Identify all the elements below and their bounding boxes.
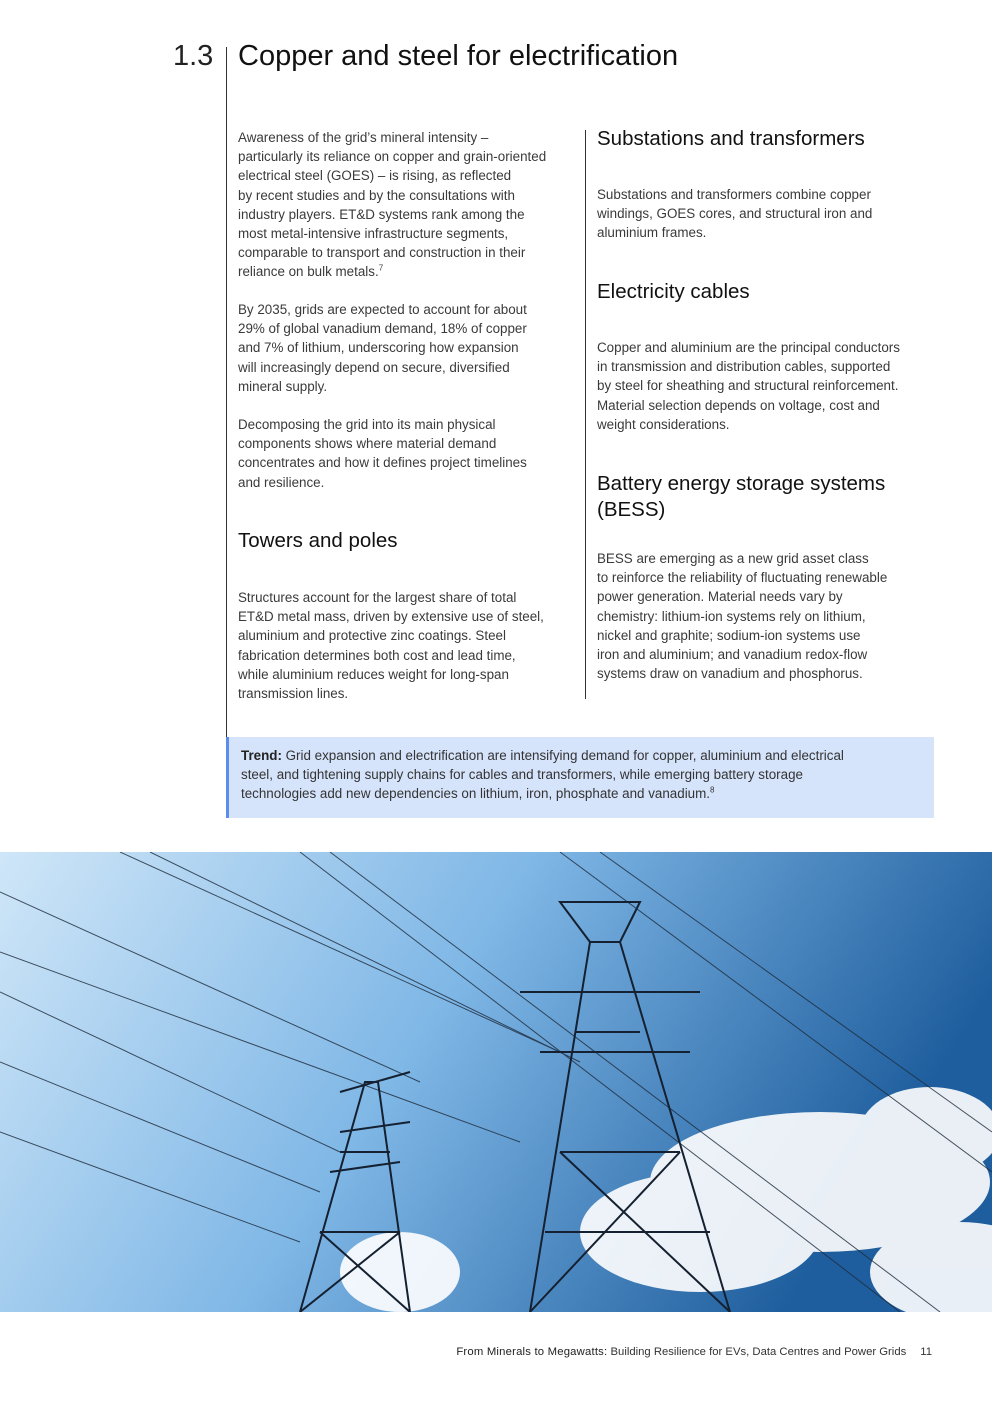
text-line-content: aluminium frames. bbox=[597, 225, 707, 241]
text-line-content: Material selection depends on voltage, cost and bbox=[597, 397, 880, 413]
text-line-content: aluminium and protective zinc coatings. Steel bbox=[238, 628, 506, 644]
text-line bbox=[238, 128, 546, 147]
text-line bbox=[597, 549, 887, 568]
decomposition-paragraph bbox=[238, 415, 527, 492]
text-line bbox=[597, 568, 887, 587]
demand-paragraph bbox=[238, 300, 527, 396]
footer-title: Building Resilience for EVs, Data Centres and Power Grids bbox=[607, 1346, 907, 1358]
text-line-content: components shows where material demand bbox=[238, 436, 497, 452]
text-line bbox=[238, 626, 544, 645]
page-footer bbox=[456, 1346, 932, 1358]
text-line bbox=[238, 453, 527, 472]
text-line bbox=[238, 262, 546, 281]
text-line bbox=[238, 300, 527, 319]
text-line-content: Decomposing the grid into its main physical bbox=[238, 417, 496, 432]
text-line-content: and 7% of lithium, underscoring how expansion bbox=[238, 340, 519, 356]
text-line bbox=[597, 645, 887, 664]
text-line bbox=[597, 415, 900, 434]
towers-paragraph bbox=[238, 588, 544, 703]
text-line-content: Substations and transformers combine copper bbox=[597, 187, 871, 202]
cables-heading: Electricity cables bbox=[597, 280, 750, 303]
text-line-content: fabrication determines both cost and lead time, bbox=[238, 647, 516, 663]
text-line-content: will increasingly depend on secure, diversified bbox=[238, 359, 510, 375]
bess-heading-line: Battery energy storage systems bbox=[597, 472, 886, 495]
footnote-ref: 8 bbox=[710, 785, 715, 795]
bess-paragraph bbox=[597, 549, 887, 683]
text-line-content: Structures account for the largest share of total bbox=[238, 590, 517, 605]
text-line-content: Copper and aluminium are the principal conductors bbox=[597, 340, 900, 355]
text-line bbox=[238, 415, 527, 434]
page-title: Copper and steel for electrification bbox=[238, 40, 679, 72]
footer-title-bold: From Minerals to Megawatts: bbox=[456, 1346, 608, 1358]
cables-paragraph bbox=[597, 338, 900, 434]
text-line-content: by recent studies and by the consultations with bbox=[238, 187, 515, 203]
text-line-content: BESS are emerging as a new grid asset class bbox=[597, 551, 869, 566]
text-line-content: and resilience. bbox=[238, 474, 325, 490]
text-line bbox=[597, 204, 872, 223]
text-line-content: while aluminium reduces weight for long-span bbox=[238, 666, 509, 682]
text-line-content: iron and aluminium; and vanadium redox-flow bbox=[597, 647, 868, 663]
text-line-content: to reinforce the reliability of fluctuating renewable bbox=[597, 570, 888, 586]
text-line-content: windings, GOES cores, and structural iron and bbox=[597, 206, 873, 222]
text-line-content: particularly its reliance on copper and grain-oriented bbox=[238, 149, 547, 165]
text-line bbox=[238, 434, 527, 453]
text-line bbox=[238, 186, 546, 205]
column-divider bbox=[585, 130, 586, 699]
text-line bbox=[597, 587, 887, 606]
text-line-content: chemistry: lithium-ion systems rely on lithium, bbox=[597, 608, 866, 624]
text-line bbox=[238, 224, 546, 243]
text-line-content: ET&D metal mass, driven by extensive use of steel, bbox=[238, 609, 544, 625]
text-line bbox=[238, 338, 527, 357]
page-number: 11 bbox=[920, 1346, 932, 1358]
text-line bbox=[597, 185, 872, 204]
text-line-content: Awareness of the grid’s mineral intensity – bbox=[238, 130, 489, 145]
bess-heading-line: (BESS) bbox=[597, 498, 666, 521]
text-line bbox=[238, 607, 544, 626]
section-number: 1.3 bbox=[173, 40, 214, 72]
text-line bbox=[597, 607, 887, 626]
text-line-content: concentrates and how it defines project timelines bbox=[238, 455, 527, 471]
text-line bbox=[238, 646, 544, 665]
text-line bbox=[597, 338, 900, 357]
text-line-content: most metal-intensive infrastructure segments, bbox=[238, 226, 509, 242]
trend-text: steel, and tightening supply chains for cables and transformers, while emerging battery storage bbox=[241, 767, 803, 783]
text-line-content: transmission lines. bbox=[238, 686, 349, 702]
text-line-content: By 2035, grids are expected to account for about bbox=[238, 302, 527, 317]
text-line bbox=[238, 588, 544, 607]
text-line bbox=[597, 396, 900, 415]
text-line bbox=[238, 377, 527, 396]
trend-text: technologies add new dependencies on lithium, iron, phosphate and vanadium. bbox=[241, 786, 710, 802]
power-lines-photo bbox=[0, 852, 992, 1312]
text-line bbox=[238, 684, 544, 703]
text-line bbox=[238, 147, 546, 166]
substations-heading: Substations and transformers bbox=[597, 127, 865, 150]
text-line-content: mineral supply. bbox=[238, 378, 328, 394]
text-line-content: reliance on bulk metals. bbox=[238, 264, 379, 280]
trend-label: Trend: bbox=[241, 748, 282, 763]
text-line bbox=[238, 665, 544, 684]
text-line-content: by steel for sheathing and structural reinforcement. bbox=[597, 378, 899, 394]
text-line-content: electrical steel (GOES) – is rising, as reflected bbox=[238, 168, 512, 184]
text-line-content: industry players. ET&D systems rank among the bbox=[238, 206, 525, 222]
text-line bbox=[238, 358, 527, 377]
text-line bbox=[238, 473, 527, 492]
text-line bbox=[597, 626, 887, 645]
text-line bbox=[597, 664, 887, 683]
intro-paragraph bbox=[238, 128, 546, 282]
text-line-content: 29% of global vanadium demand, 18% of copper bbox=[238, 321, 527, 337]
section-rule bbox=[226, 47, 227, 818]
text-line-content: weight considerations. bbox=[597, 416, 730, 432]
substations-paragraph bbox=[597, 185, 872, 243]
text-line-content: power generation. Material needs vary by bbox=[597, 589, 843, 605]
text-line bbox=[238, 319, 527, 338]
text-line bbox=[238, 205, 546, 224]
text-line bbox=[597, 223, 872, 242]
text-line bbox=[238, 166, 546, 185]
trend-callout bbox=[226, 737, 934, 818]
towers-heading: Towers and poles bbox=[238, 529, 398, 552]
trend-text: Grid expansion and electrification are intensifying demand for copper, aluminium and electrical bbox=[281, 748, 844, 763]
text-line bbox=[597, 376, 900, 395]
text-line bbox=[238, 243, 546, 262]
text-line-content: in transmission and distribution cables, supported bbox=[597, 359, 891, 375]
text-line-content: systems draw on vanadium and phosphorus. bbox=[597, 666, 863, 682]
text-line-content: nickel and graphite; sodium-ion systems use bbox=[597, 627, 861, 643]
text-line-content: comparable to transport and construction in their bbox=[238, 245, 526, 261]
bess-heading bbox=[597, 471, 885, 523]
text-line bbox=[597, 357, 900, 376]
footnote-ref: 7 bbox=[378, 263, 384, 273]
